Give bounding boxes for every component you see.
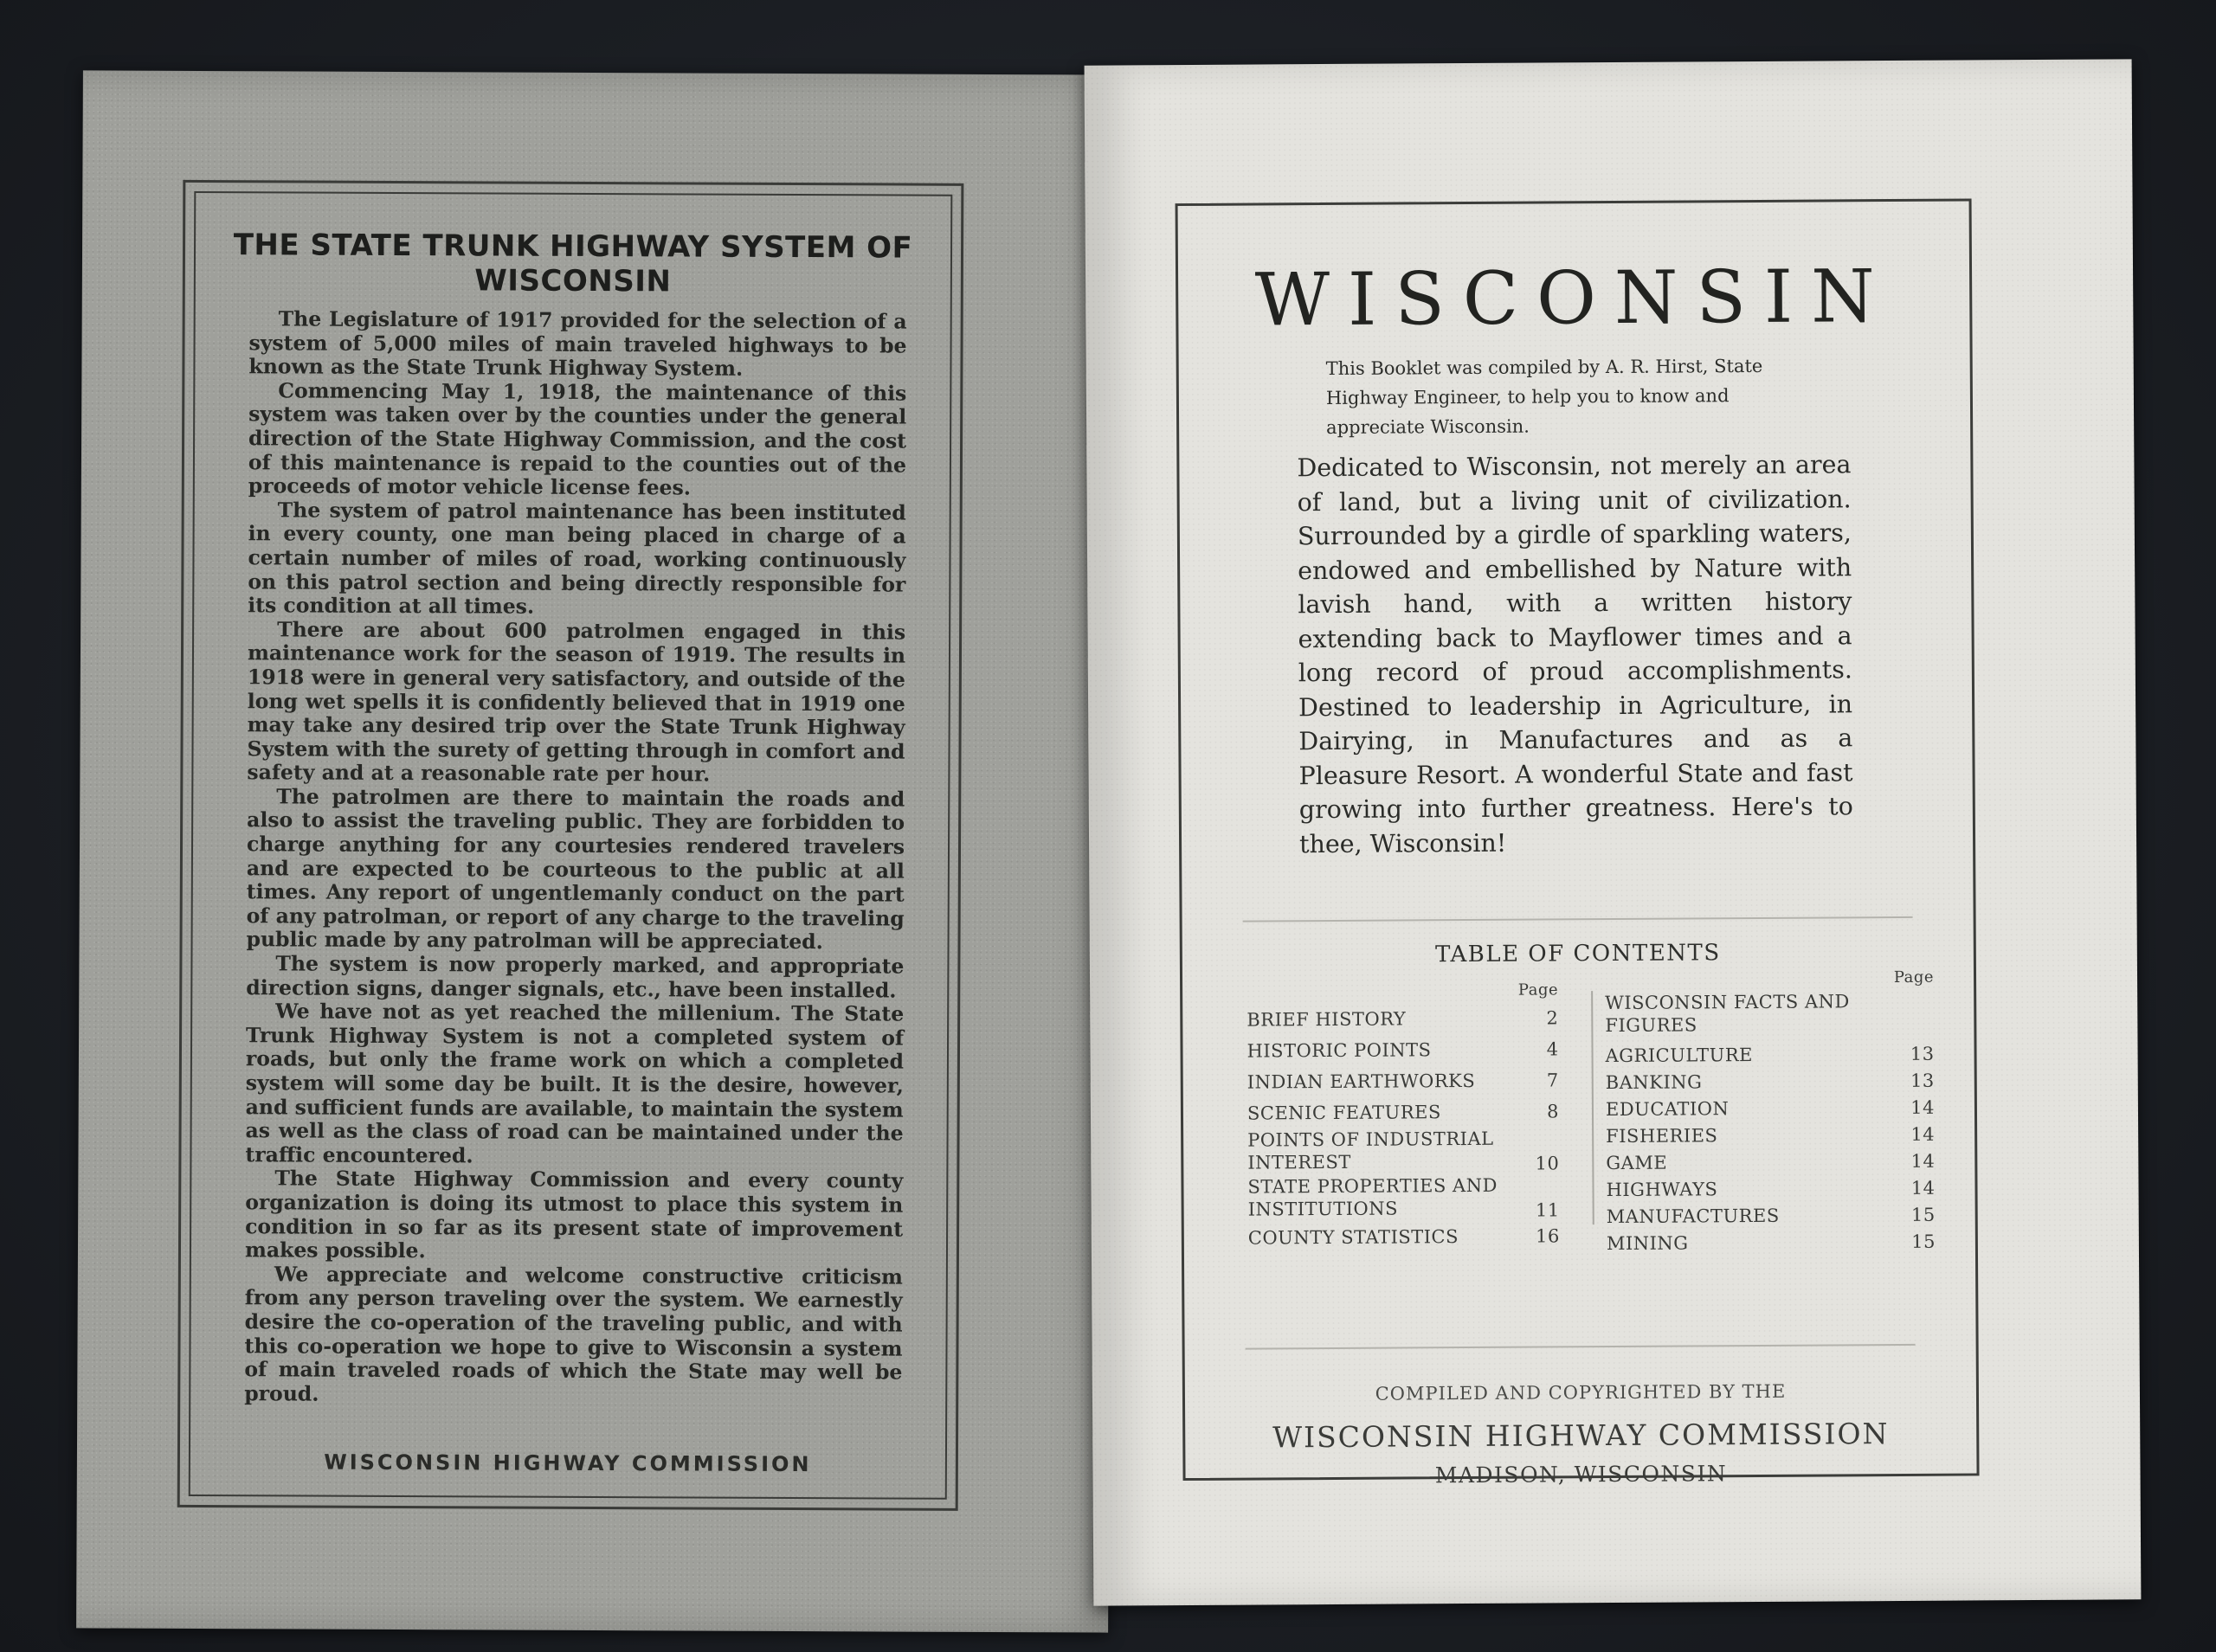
toc-entry-label: MANUFACTURES — [1606, 1205, 1780, 1227]
left-page-body — [244, 307, 907, 1409]
toc-entry[interactable] — [1248, 1220, 1567, 1253]
toc-entry-label: BANKING — [1605, 1070, 1703, 1093]
copyright-line: COMPILED AND COPYRIGHTED BY THE — [1375, 1380, 1787, 1405]
toc-entry[interactable] — [1607, 1201, 1942, 1230]
toc-entry[interactable] — [1606, 1094, 1942, 1122]
toc-entry-page: 10 — [1535, 1153, 1560, 1174]
toc-entry[interactable] — [1247, 1064, 1566, 1097]
divider-rule — [1243, 916, 1913, 922]
toc-title: TABLE OF CONTENTS — [1434, 940, 1721, 968]
toc-entry[interactable] — [1606, 1121, 1942, 1149]
toc-entry-page: 15 — [1910, 1204, 1936, 1225]
toc-entry-label: POINTS OF INDUSTRIAL INTEREST — [1247, 1128, 1494, 1173]
toc-entry-page: 16 — [1536, 1225, 1560, 1247]
toc-left-column — [1246, 980, 1567, 1253]
toc-entry-label: BRIEF HISTORY — [1246, 1008, 1407, 1031]
toc-entry-label: EDUCATION — [1605, 1097, 1730, 1120]
publisher-name: WISCONSIN HIGHWAY COMMISSION — [1272, 1417, 1890, 1455]
toc-entry[interactable] — [1247, 1096, 1566, 1128]
toc-entry-page: 13 — [1910, 1070, 1935, 1091]
toc-entry[interactable] — [1606, 1067, 1942, 1096]
toc-entry[interactable] — [1607, 1228, 1942, 1257]
toc-entry-label: COUNTY STATISTICS — [1247, 1226, 1459, 1249]
divider-rule — [1246, 1344, 1916, 1350]
publisher-location: MADISON, WISCONSIN — [1434, 1461, 1728, 1488]
paragraph: The system is now properly marked, and appropriate direction signs, danger signals, etc., have been installed. — [246, 951, 905, 1003]
toc-entry[interactable] — [1606, 1174, 1942, 1203]
toc-page-header: Page — [1517, 980, 1559, 1000]
toc-entry[interactable] — [1606, 1147, 1942, 1176]
compiled-by-note: This Booklet was compiled by A. R. Hirst, State Highway Engineer, to help you to know and appreciate Wisconsin. — [1325, 355, 1763, 439]
toc-entry[interactable] — [1246, 1033, 1565, 1066]
toc-entry-page: 14 — [1910, 1096, 1936, 1118]
toc-entry-page: 14 — [1910, 1150, 1936, 1172]
toc-entry-page: 14 — [1910, 1177, 1936, 1199]
toc-right-column — [1605, 968, 1942, 1257]
toc-entry-label: AGRICULTURE — [1605, 1044, 1754, 1066]
left-page-title: THE STATE TRUNK HIGHWAY SYSTEM OF WISCONSIN — [233, 228, 913, 299]
toc-column-divider — [1591, 991, 1594, 1225]
toc-entry[interactable] — [1605, 1040, 1941, 1069]
toc-entry-label: HIGHWAYS — [1606, 1178, 1718, 1200]
toc-entry-label: GAME — [1606, 1152, 1668, 1173]
toc-entry-label: HISTORIC POINTS — [1246, 1039, 1432, 1062]
toc-entry-label: FISHERIES — [1606, 1124, 1718, 1147]
toc-section-heading: WISCONSIN FACTS AND FIGURES — [1605, 991, 1850, 1037]
toc-entry-page: 13 — [1910, 1043, 1935, 1064]
toc-entry-page: 8 — [1547, 1101, 1560, 1122]
toc-entry-page: 7 — [1546, 1070, 1559, 1091]
toc-entry[interactable] — [1247, 1127, 1566, 1175]
toc-entry-page: 15 — [1911, 1231, 1936, 1252]
left-page — [76, 70, 1115, 1632]
paragraph: Commencing May 1, 1918, the maintenance of this system was taken over by the counties under the general direction of the State Highway Commission, and the cost of this maintenance is repaid to the counties out of the proceeds of motor vehicle license fees. — [248, 378, 907, 500]
toc-entry[interactable] — [1247, 1173, 1566, 1222]
toc-entry-label: INDIAN EARTHWORKS — [1246, 1070, 1476, 1093]
toc-page-header: Page — [1893, 967, 1935, 987]
right-page — [1085, 59, 2142, 1605]
toc-entry-page: 14 — [1910, 1123, 1936, 1145]
right-page-title: WISCONSIN — [1254, 254, 1893, 343]
toc-entry-page: 11 — [1535, 1199, 1560, 1221]
paragraph: We have not as yet reached the millenium. The State Trunk Highway System is not a completed system of roads, but only the frame work on which a completed system will some day be built. It is the desire, however, and sufficient funds are available, to maintain the system as well as the class of road can be maintained under the traffic encountered. — [245, 999, 905, 1168]
toc-entry-page: 2 — [1546, 1007, 1559, 1029]
left-page-inner-border — [189, 191, 953, 1500]
toc-entry[interactable] — [1246, 1002, 1565, 1035]
left-page-border — [177, 180, 964, 1511]
paragraph: There are about 600 patrolmen engaged in this maintenance work for the season of 1919. The results in 1918 were in general very satisfactory, and outside of the long wet spells it is confidently believed that in 1919 one may take any desired trip over the State Trunk Highway System with the surety of getting through in comfort and safety and at a reasonable rate per hour. — [247, 617, 906, 787]
paragraph: The State Highway Commission and every county organization is doing its utmost to place this system in condition in so far as its present state of improvement makes possible. — [244, 1166, 904, 1263]
paragraph: The patrolmen are there to maintain the roads and also to assist the traveling public. They are forbidden to charge anything for any courtesies rendered travelers and are expected to be courteous to the public at all times. Any report of ungentlemanly conduct on the part of any patrolman, or report of any charge to the traveling public made by any patrolman will be appreciated. — [246, 784, 905, 955]
dedication-text: Dedicated to Wisconsin, not merely an area of land, but a living unit of civilization. Surrounded by a girdle of sparkling waters, endowed and embellished by Nature with lavish hand, with a written history extending back to Mayflower times and a long record of proud accomplishments. Destined to leadership in Agriculture, in Dairying, in Manufactures and as a Pleasure Resort. A wonderful State and fast growing into further greatness. Here's to thee, Wisconsin! — [1297, 450, 1853, 858]
right-page-border — [1176, 198, 1980, 1488]
toc-entry-label: STATE PROPERTIES AND INSTITUTIONS — [1247, 1174, 1498, 1220]
toc-entry-label: MINING — [1606, 1231, 1689, 1254]
left-page-signature: WISCONSIN HIGHWAY COMMISSION — [324, 1450, 812, 1477]
toc-entry-page: 4 — [1546, 1038, 1559, 1060]
paragraph: The Legislature of 1917 provided for the selection of a system of 5,000 miles of main traveled highways to be known as the State Trunk Highway System. — [248, 306, 907, 381]
toc-entry-label: SCENIC FEATURES — [1246, 1102, 1441, 1124]
paragraph: The system of patrol maintenance has been instituted in every county, one man being placed in charge of a certain number of miles of road, working continuously on this patrol section and being directly responsible for its condition at all times. — [248, 498, 906, 619]
paragraph: We appreciate and welcome constructive criticism from any person traveling over the system. We earnestly desire the co-operation of the traveling public, and with this co-operation we hope to give to Wisconsin a system of main traveled roads of which the State may well be proud. — [244, 1262, 903, 1406]
